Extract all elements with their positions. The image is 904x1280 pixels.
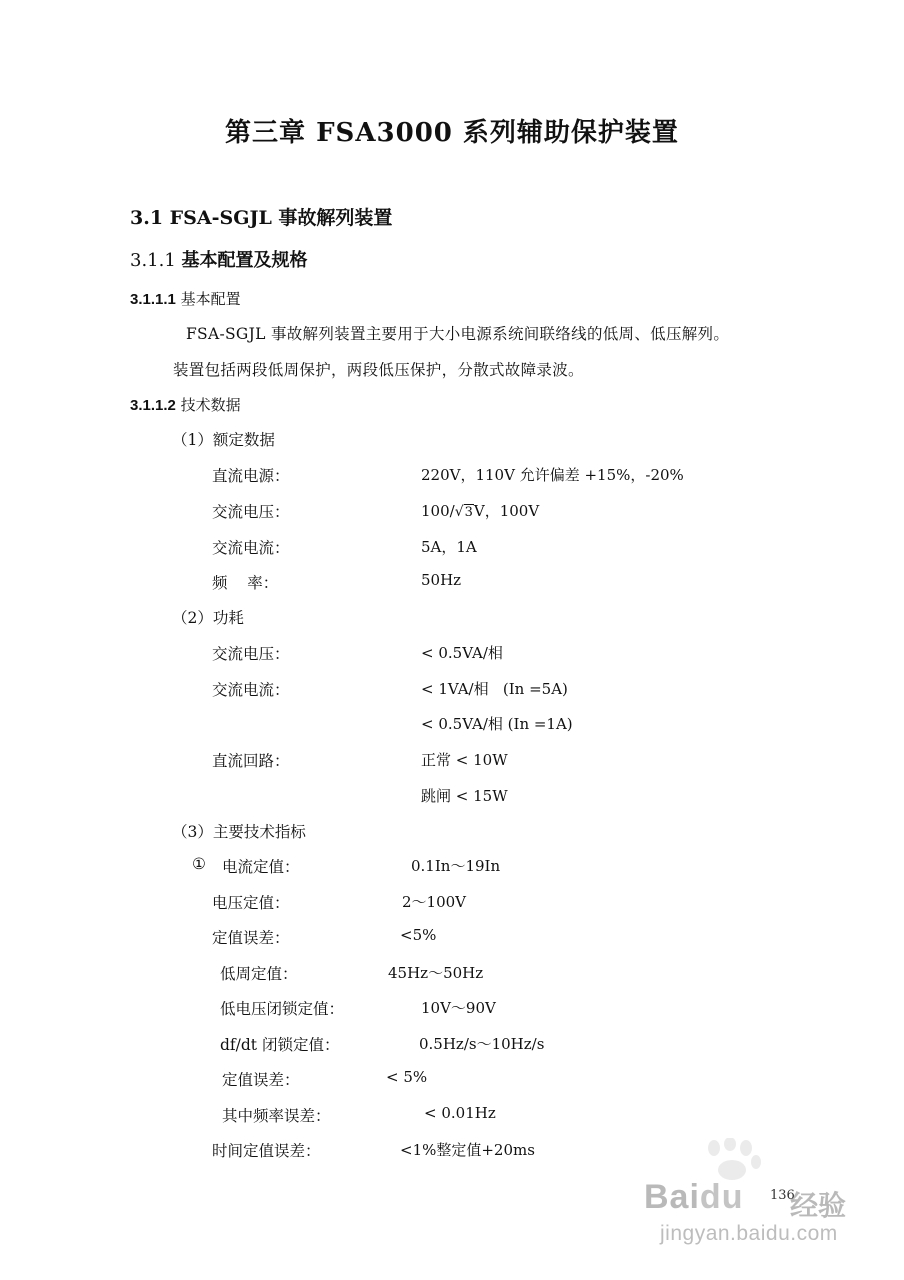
main-specs-heading: （3）主要技术指标 xyxy=(172,823,306,841)
value-prefix: 100/ xyxy=(421,502,455,520)
spec-value: <5% xyxy=(400,926,437,944)
spec-value: 0.5Hz/s～10Hz/s xyxy=(419,1035,545,1053)
spec-value: 10V～90V xyxy=(421,999,496,1017)
chapter-title: 第三章 FSA3000 系列辅助保护装置 xyxy=(225,118,679,148)
section-3-1-1-2-heading xyxy=(130,394,241,415)
spec-label: 低周定值： xyxy=(220,965,298,983)
spec-label: 时间定值误差： xyxy=(212,1142,321,1160)
section-title: 基本配置 xyxy=(180,290,241,308)
item-marker: ① xyxy=(192,855,206,873)
rated-data-heading: （1）额定数据 xyxy=(172,431,275,449)
spec-value xyxy=(421,500,539,521)
intro-paragraph-line-2: 装置包括两段低周保护，两段低压保护，分散式故障录波。 xyxy=(173,361,584,379)
spec-label: 直流电源： xyxy=(212,467,290,485)
spec-label: 频 率： xyxy=(212,574,279,592)
section-number: 3.1.1.1 xyxy=(130,291,176,308)
spec-label: 定值误差： xyxy=(212,929,290,947)
spec-value: < 1VA/相 (In =5A) xyxy=(421,680,568,698)
baidu-paw-icon xyxy=(700,1138,770,1182)
spec-value: 跳闸 < 15W xyxy=(421,787,508,805)
watermark-url: jingyan.baidu.com xyxy=(660,1222,838,1245)
spec-label: 定值误差： xyxy=(222,1071,300,1089)
watermark-brand: Baidu xyxy=(644,1178,744,1216)
spec-label: 交流电压： xyxy=(212,503,290,521)
spec-value: 50Hz xyxy=(421,571,462,589)
spec-value: < 0.01Hz xyxy=(424,1104,496,1122)
section-number: 3.1.1.2 xyxy=(130,397,176,414)
spec-label: df/dt 闭锁定值： xyxy=(220,1036,340,1054)
page-number: 136 xyxy=(770,1188,795,1203)
spec-label: 低电压闭锁定值： xyxy=(220,1000,345,1018)
spec-value: 0.1In～19In xyxy=(411,857,501,875)
spec-label: 交流电流： xyxy=(212,681,290,699)
section-3-1-1-1-heading xyxy=(130,288,241,309)
spec-label: 电压定值： xyxy=(212,894,290,912)
spec-label: 其中频率误差： xyxy=(222,1107,331,1125)
spec-label: 直流回路： xyxy=(212,752,290,770)
watermark-brand-cn: 经验 xyxy=(790,1189,847,1222)
sqrt-radicand: 3 xyxy=(464,505,473,520)
intro-paragraph-line-1: FSA-SGJL 事故解列装置主要用于大小电源系统间联络线的低周、低压解列。 xyxy=(186,325,730,343)
section-title: 技术数据 xyxy=(180,396,241,414)
spec-value: 45Hz～50Hz xyxy=(388,964,484,982)
spec-value: < 5% xyxy=(386,1068,428,1086)
power-consumption-heading: （2）功耗 xyxy=(172,609,244,627)
spec-value: 正常 < 10W xyxy=(421,751,508,769)
section-number: 3.1.1 xyxy=(130,250,176,271)
spec-value: < 0.5VA/相 (In =1A) xyxy=(421,715,573,733)
spec-value: 220V，110V 允许偏差 +15%，-20% xyxy=(421,466,684,484)
spec-value: <1%整定值+20ms xyxy=(400,1141,535,1159)
spec-value: 2～100V xyxy=(402,893,467,911)
sqrt-symbol: √3 xyxy=(454,504,473,520)
section-title: 基本配置及规格 xyxy=(181,250,308,271)
spec-label: 电流定值： xyxy=(222,858,300,876)
spec-label: 交流电流： xyxy=(212,539,290,557)
value-suffix: V，100V xyxy=(473,502,540,520)
spec-label: 交流电压： xyxy=(212,645,290,663)
section-3-1-1-heading xyxy=(130,246,308,272)
spec-value: 5A，1A xyxy=(421,538,477,556)
section-3-1-heading: 3.1 FSA-SGJL 事故解列装置 xyxy=(130,207,393,229)
spec-value: < 0.5VA/相 xyxy=(421,644,503,662)
